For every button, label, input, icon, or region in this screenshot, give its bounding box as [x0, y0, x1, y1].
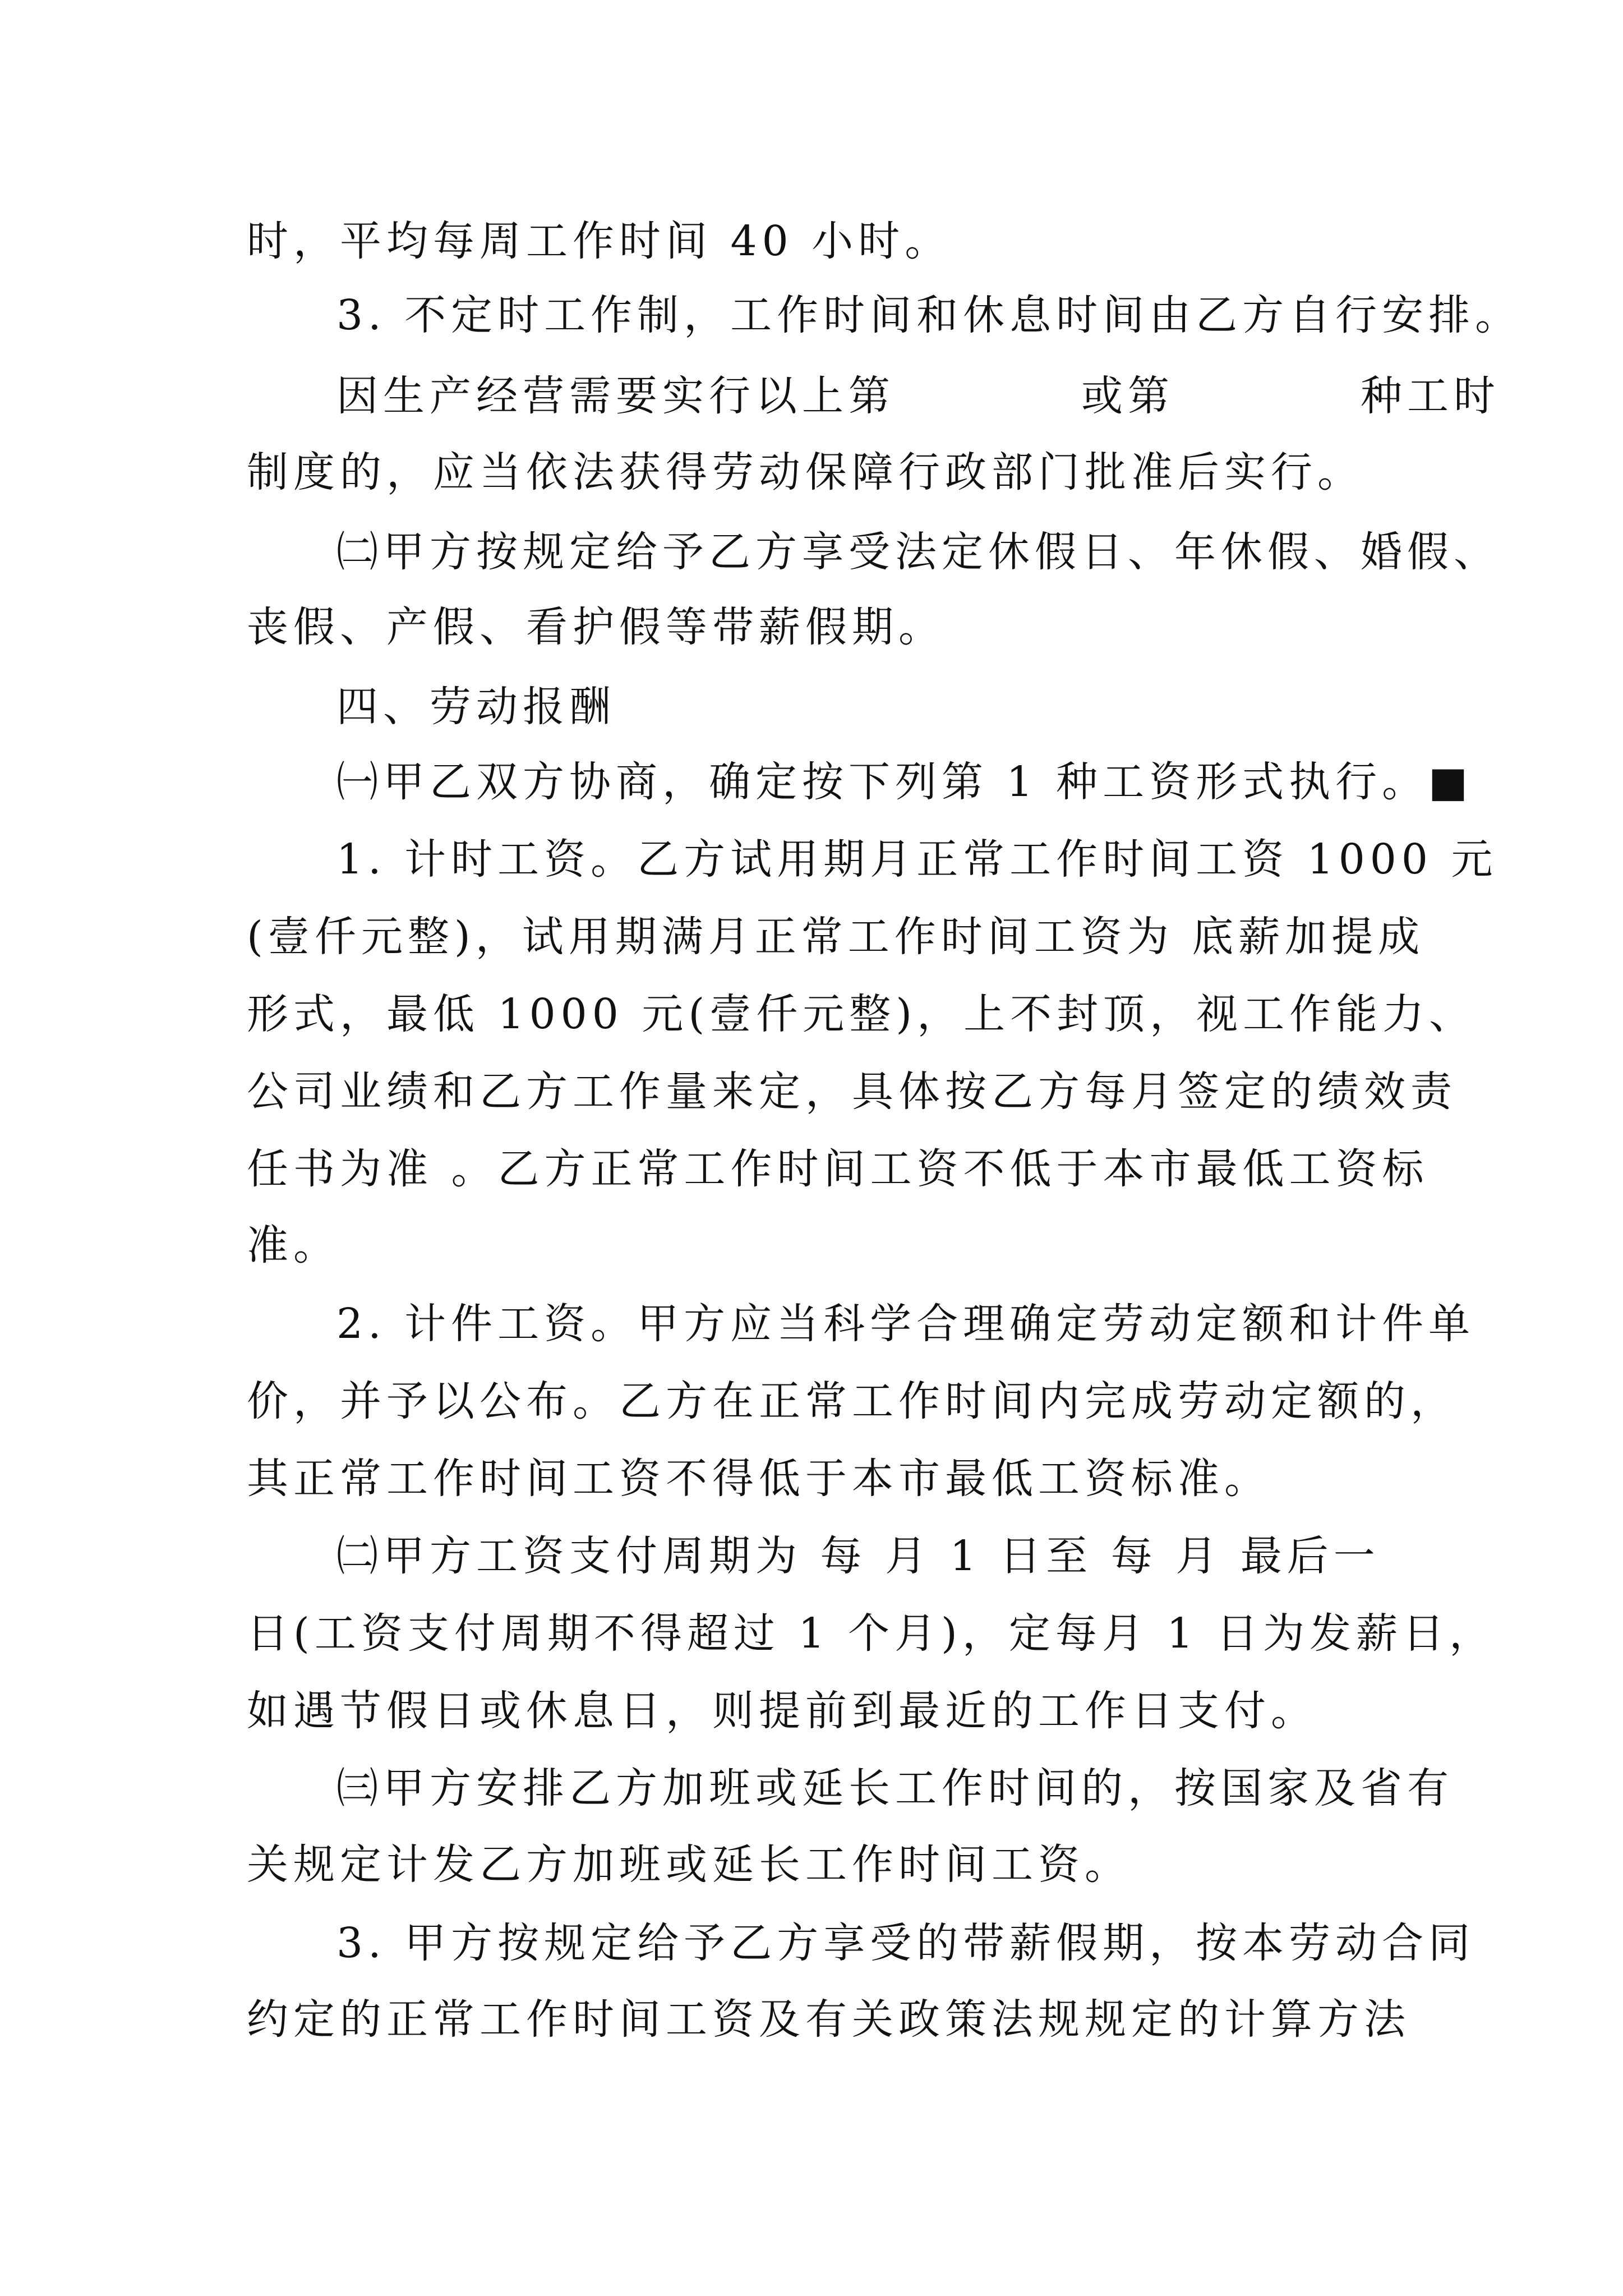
- text-line: 制度的，应当依法获得劳动保障行政部门批准后实行。: [247, 448, 1364, 496]
- text-line: ㈢甲方安排乙方加班或延长工作时间的，按国家及省有: [336, 1764, 1454, 1812]
- text-line: 准。: [247, 1221, 340, 1269]
- text-line: 时，平均每周工作时间 40 小时。: [247, 217, 952, 265]
- text-line: 3. 不定时工作制，工作时间和休息时间由乙方自行安排。: [336, 291, 1522, 339]
- text-line: 其正常工作时间工资不得低于本市最低工资标准。: [247, 1455, 1271, 1503]
- text-line: 关规定计发乙方加班或延长工作时间工资。: [247, 1841, 1131, 1889]
- text-line: 3. 甲方按规定给予乙方享受的带薪假期，按本劳动合同: [336, 1919, 1476, 1967]
- section-heading: 四、劳动报酬: [336, 683, 616, 731]
- text-line: ㈡甲方工资支付周期为 每 月 1 日至 每 月 最后一: [336, 1532, 1380, 1580]
- text-line: ㈡甲方按规定给予乙方享受法定休假日、年休假、婚假、: [336, 528, 1500, 576]
- text-line: 形式，最低 1000 元(壹仟元整)，上不封顶，视工作能力、: [247, 990, 1476, 1038]
- text-line: 约定的正常工作时间工资及有关政策法规规定的计算方法: [247, 1995, 1410, 2044]
- text-line: 1. 计时工资。乙方试用期月正常工作时间工资 1000 元: [336, 835, 1498, 884]
- text-line: 因生产经营需要实行以上第 或第 种工时: [336, 372, 1500, 420]
- text-line: 丧假、产假、看护假等带薪假期。: [247, 603, 945, 651]
- text-line: ㈠甲乙双方协商，确定按下列第 1 种工资形式执行。■: [336, 758, 1473, 806]
- text-line: (壹仟元整)，试用期满月正常工作时间工资为 底薪加提成: [247, 913, 1425, 961]
- text-line: 如遇节假日或休息日，则提前到最近的工作日支付。: [247, 1687, 1317, 1735]
- text-line: 任书为准 。乙方正常工作时间工资不低于本市最低工资标: [247, 1145, 1429, 1193]
- text-line: 公司业绩和乙方工作量来定，具体按乙方每月签定的绩效责: [247, 1068, 1457, 1116]
- text-line: 日(工资支付周期不得超过 1 个月)，定每月 1 日为发薪日，: [247, 1609, 1496, 1658]
- text-line: 2. 计件工资。甲方应当科学合理确定劳动定额和计件单: [336, 1300, 1476, 1348]
- text-line: 价，并予以公布。乙方在正常工作时间内完成劳动定额的，: [247, 1377, 1457, 1425]
